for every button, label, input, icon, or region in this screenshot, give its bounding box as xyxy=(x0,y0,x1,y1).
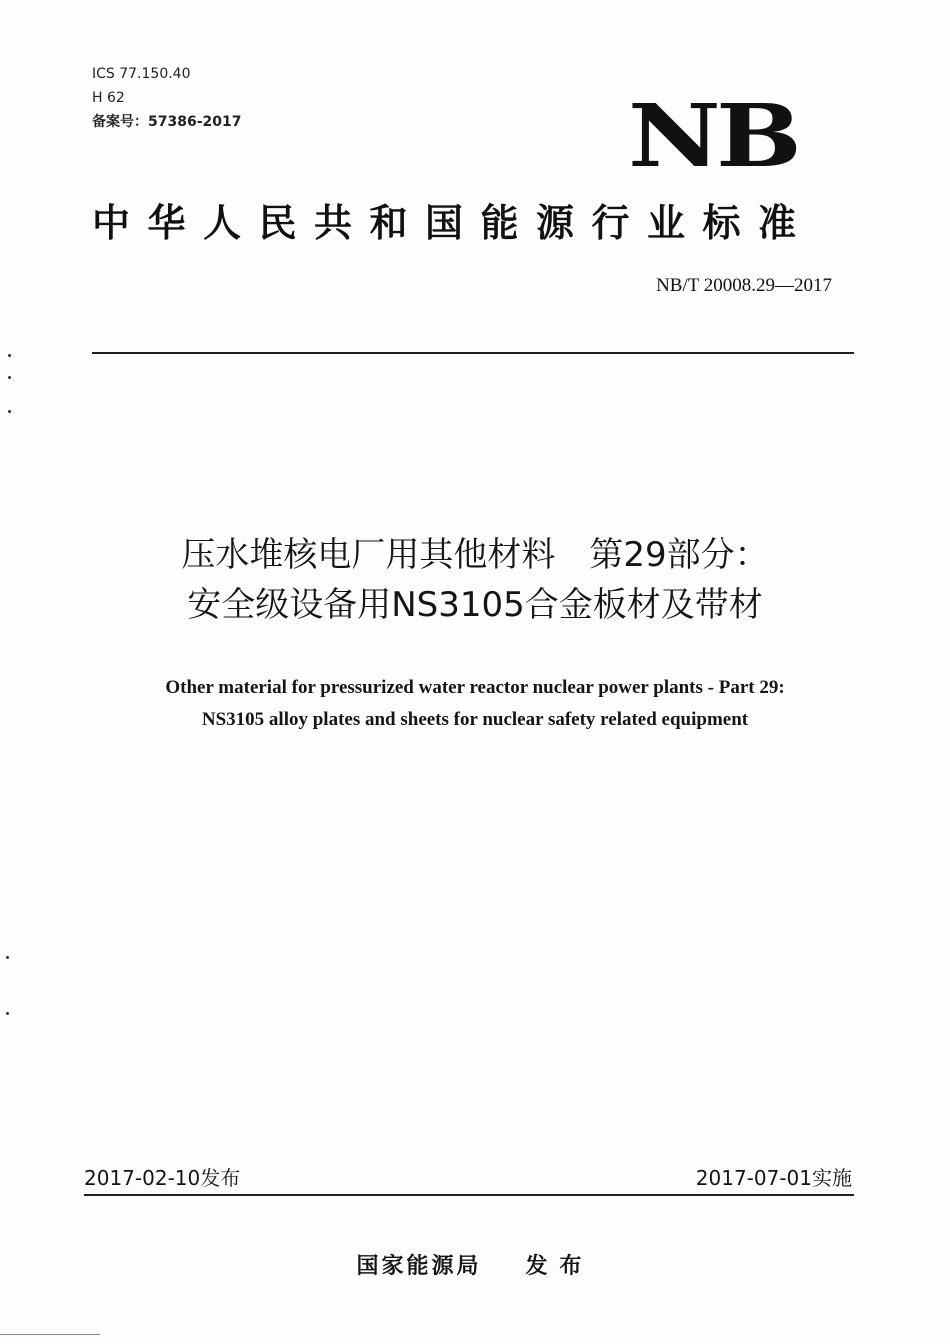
chinese-title xyxy=(0,530,950,630)
ics-code: ICS 77.150.40 xyxy=(92,66,191,82)
publish-label: 发布 xyxy=(525,1254,594,1279)
english-title-line-2: NS3105 alloy plates and sheets for nuclear safety related equipment xyxy=(201,709,749,730)
nb-logo: NB xyxy=(628,86,798,187)
chinese-title-line-1: 压水堆核电厂用其他材料 第29部分： xyxy=(181,535,769,575)
scan-edge-line xyxy=(0,1334,100,1335)
publisher-name: 国家能源局 xyxy=(356,1254,482,1279)
scan-speck xyxy=(8,376,11,379)
english-title xyxy=(0,672,950,736)
bottom-divider xyxy=(84,1194,854,1196)
chinese-title-line-2: 安全级设备用NS3105合金板材及带材 xyxy=(187,585,763,625)
scan-speck xyxy=(8,410,11,413)
english-title-line-1: Other material for pressurized water reactor nuclear power plants - Part 29: xyxy=(165,677,785,698)
implementation-date: 2017-07-01实施 xyxy=(695,1166,852,1190)
standard-number: NB/T 20008.29—2017 xyxy=(656,275,832,296)
publisher-line xyxy=(0,1252,950,1282)
scan-speck xyxy=(8,354,11,357)
record-number: 备案号：57386-2017 xyxy=(92,114,242,130)
classification-block xyxy=(92,62,241,134)
scan-speck xyxy=(6,956,9,959)
scan-speck xyxy=(6,1012,9,1015)
top-divider xyxy=(92,352,854,354)
ccs-code: H 62 xyxy=(92,90,125,106)
issuing-body-title: 中华人民共和国能源行业标准 xyxy=(92,201,814,245)
issue-date: 2017-02-10发布 xyxy=(84,1166,241,1190)
